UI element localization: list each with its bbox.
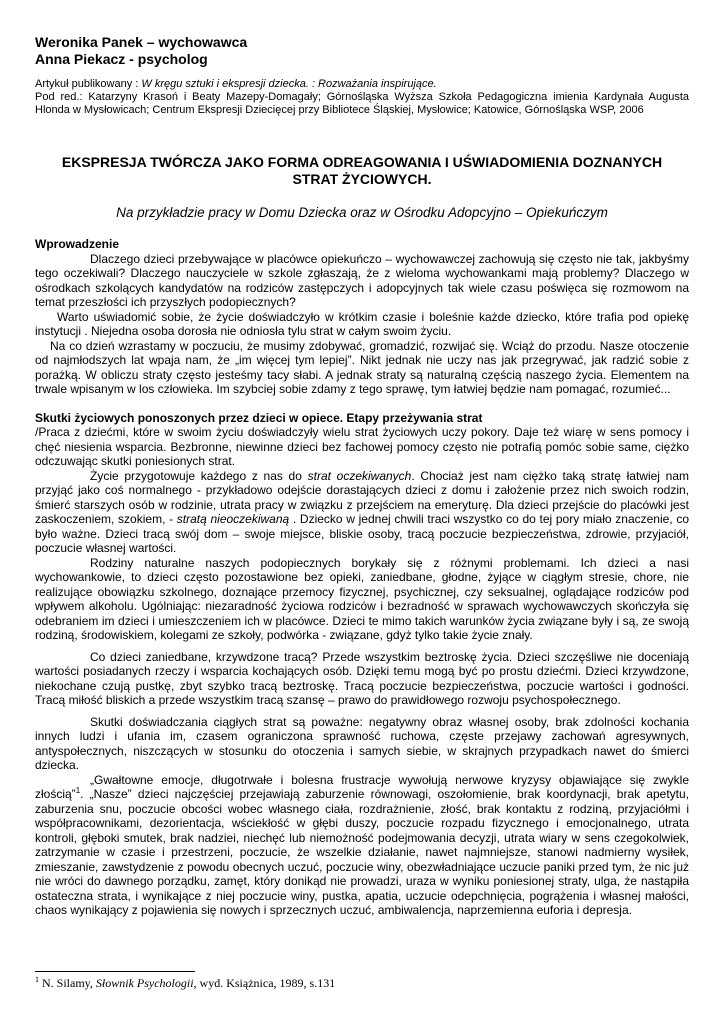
skutki-paragraph-5 (35, 773, 689, 918)
text-run: . Dziecko w jednej chwili traci wszystko co do tej pory miało znaczenie, co było ważne. Dzieci tracą swój dom – swoje miejsce, bliskie osoby, tracą poczucie bezpieczeństwa, zdrowie, przyjaciół, poczucie własnej wartości. (35, 512, 689, 555)
intro-heading: Wprowadzenie (35, 237, 120, 251)
footnote-marker[interactable]: 1 (75, 786, 81, 795)
author-2: Anna Piekacz - psycholog (35, 51, 208, 67)
article-prefix: Artykuł publikowany : (35, 78, 142, 90)
emphasis-run: stratą nieoczekiwaną (176, 512, 290, 526)
text-run: Życie przygotowuje każdego z nas do (90, 468, 308, 483)
article-subtitle: Na przykładzie pracy w Domu Dziecka oraz w Ośrodku Adopcyjno – Opiekuńczym (116, 205, 608, 220)
publication-info (35, 78, 689, 117)
editors-line: Pod red.: Katarzyny Krasoń i Beaty Mazepy-Domagały; Górnośląska Wyższa Szkoła Pedagogiczna imienia Kardynała Augusta Hlonda w Mysłowicach; Centrum Ekspresji Dziecięcej przy Bibliotece Śląskiej, Mysłowice; Katowice, Górnośląska WSP, 2006 (35, 91, 689, 116)
emphasis-run: strat oczekiwanych (307, 468, 412, 483)
footnote-number: 1 (35, 975, 39, 984)
text-run: . „Nasze” dzieci najczęściej przejawiają zaburzenie równowagi, oszołomienie, brak koordynacji, brak apetytu, zaburzenia snu, poczucie obcości wobec własnego ciała, rozdrażnienie, złość, brak kontaktu z rodziną, przyjaciółmi i współpracownikami, dezorientacja, wściekłość w głębi duszy, poczucie rozpadu fizycznego i emocjonalnego, utrata kontroli, głęboki smutek, brak nadziei, niechęć lub niemożność podejmowania decyzji, utrata wiary w sens czegokolwiek, zatrzymanie w czasie i przestrzeni, poczucie, że wszelkie działanie, nawet najmniejsze, stanowi nadmierny wysiłek, zmieszanie, zawstydzenie z powodu obecnych uczuć, poczucie winy, obezwładniające uczucie paniki przed tym, że nic już nie wróci do dawnego porządku, zamęt, który donikąd nie prowadzi, uraza w wyniku poniesionej straty, ulga, że nastąpiła ostateczna strata, i wynikające z niej poczucie winy, pustka, apatia, uczucie odepchnięcia, pogrążenia i własnej małości, chaos wynikający z pojawienia się nowych i sprzecznych uczuć, ambiwalencja, naprzemienna euforia i depresja. (35, 787, 689, 917)
footnote (35, 976, 335, 990)
skutki-paragraph-4: Skutki doświadczania ciągłych strat są poważne: negatywny obraz własnej osoby, brak zdolności kochania innych ludzi i ufania im, czasem ograniczona sprawność ruchowa, częste przejawy zachowań agresywnych, antyspołecznych, niszczących w stosunku do otoczenia i samych siebie, w skrajnych przypadkach nawet do śmierci dziecka. (35, 714, 689, 772)
intro-paragraph-2: Warto uświadomić sobie, że życie doświadczyło w krótkim czasie i boleśnie każde dziecko, które trafia pod opiekę instytucji . Niejedna osoba dorosła nie odniosła tylu strat w całym swoim życiu. (35, 309, 689, 338)
article-title: EKSPRESJA TWÓRCZA JAKO FORMA ODREAGOWANIA I UŚWIADOMIENIA DOZNANYCH STRAT ŻYCIOWYCH. (61, 154, 663, 187)
skutki-heading: Skutki życiowych ponoszonych przez dzieci w opiece. Etapy przeżywania strat (35, 410, 483, 425)
intro-section (35, 252, 689, 397)
footnote-book-title: Słownik Psychologii (95, 976, 194, 990)
footnote-text: , wyd. Książnica, 1989, s.131 (193, 976, 336, 990)
intro-paragraph-1: Dlaczego dzieci przebywające w placówce opiekuńczo – wychowawczej zachowują się często nie tak, jakbyśmy tego oczekiwali? Dlaczego nauczyciele w szkole zgłaszają, że z wieloma wychowankami mają problemy? Dlaczego w ośrodkach szkolących kandydatów na rodziców zastępczych i adopcyjnych tak wiele czasu poświęca się rozmowom na temat przeszłości ich przyszłych podopiecznych? (35, 251, 689, 309)
article-source-line (35, 78, 689, 91)
footnote-text: N. Silamy, (39, 976, 96, 990)
skutki-paragraph-2: Rodziny naturalne naszych podopiecznych borykały się z różnymi problemami. Ich dzieci a nasi wychowankowie, to dzieci często pozostawione bez opieki, zaniedbane, głodne, żyjące w ciągłym stresie, chore, nie realizujące obowiązku szkolnego, doznające przemocy fizycznej, psychicznej, czy seksualnej, oglądające rodziców pod wpływem alkoholu. Ugólniając: niezaradność życiowa rodziców i bezradność w sprawach wychowawczych skończyła się odebraniem im dzieci i umieszczeniem ich w placówce. Dzieci te mimo takich warunków życia związane były i są, ze swoją rodziną, środowiskiem, kolegami ze szkoły, podwórka - związane, gdyż tylko takie życie znały. (35, 555, 689, 642)
skutki-paragraph-0: /Praca z dziećmi, które w swoim życiu doświadczyły wielu strat życiowych uczy pokory. Daje też wiarę w sens pomocy i chęć niesienia wsparcia. Bezbronne, niewinne dzieci bez fachowej pomocy często nie potrafią pomóc sobie same, ciężko odczuwając skutki poniesionych strat. (35, 425, 689, 468)
author-1: Weronika Panek – wychowawca (35, 34, 248, 50)
skutki-section (35, 411, 689, 918)
intro-paragraph-3: Na co dzień wzrastamy w poczuciu, że musimy zdobywać, gromadzić, rozwijać się. Wciąż do przodu. Nasze otoczenie od najmłodszych lat wpaja nam, że „im więcej tym lepiej”. Nikt jednak nie uczy nas jak przegrywać, jak radzić sobie z porażką. W obliczu straty często jesteśmy tacy słabi. A jednak straty są naturalną częścią naszego życia. Elementem na trwale wpisanym w los człowieka. Im szybciej sobie zdamy z tego sprawę, tym łatwiej będzie nam pomagać, rozumieć... (35, 338, 689, 396)
authors-block (35, 34, 689, 68)
text-run: . Chociaż jest nam ciężko taką stratę łatwiej nam przyjąć jako coś normalnego - przykładowo odejście dorastających dzieci z domu i założenie przez nich swoich rodzin, śmierć starszych osób w rodzinie, utrata pracy w związku z przejściem na emeryturę. Dla dzieci przejście do placówki jest zaskoczeniem, szokiem, - (35, 468, 689, 526)
footnote-divider (35, 971, 195, 972)
article-source: W kręgu sztuki i ekspresji dziecka. : Rozważania inspirujące. (141, 78, 437, 90)
skutki-paragraph-3: Co dzieci zaniedbane, krzywdzone tracą? Przede wszystkim beztroskę życia. Dzieci szczęśliwe nie doceniają wartości posiadanych rzeczy i wsparcia kochających osób. Dzięki temu mogą być po prostu dziećmi. Dzieci krzywdzone, niekochane czują pustkę, zbyt szybko tracą beztroskę. Tracą poczucie bezpieczeństwa, poczucie wartości i godności. Tracą miłość bliskich a przede wszystkim tracą szansę – prawo do prawidłowego rozwoju psychospołecznego. (35, 649, 689, 707)
text-run: „Gwałtowne emocje, długotrwałe i bolesna frustracje wywołują nerwowe kryzysy objawiające się zwykle złością” (35, 772, 689, 801)
skutki-paragraph-1 (35, 469, 689, 556)
